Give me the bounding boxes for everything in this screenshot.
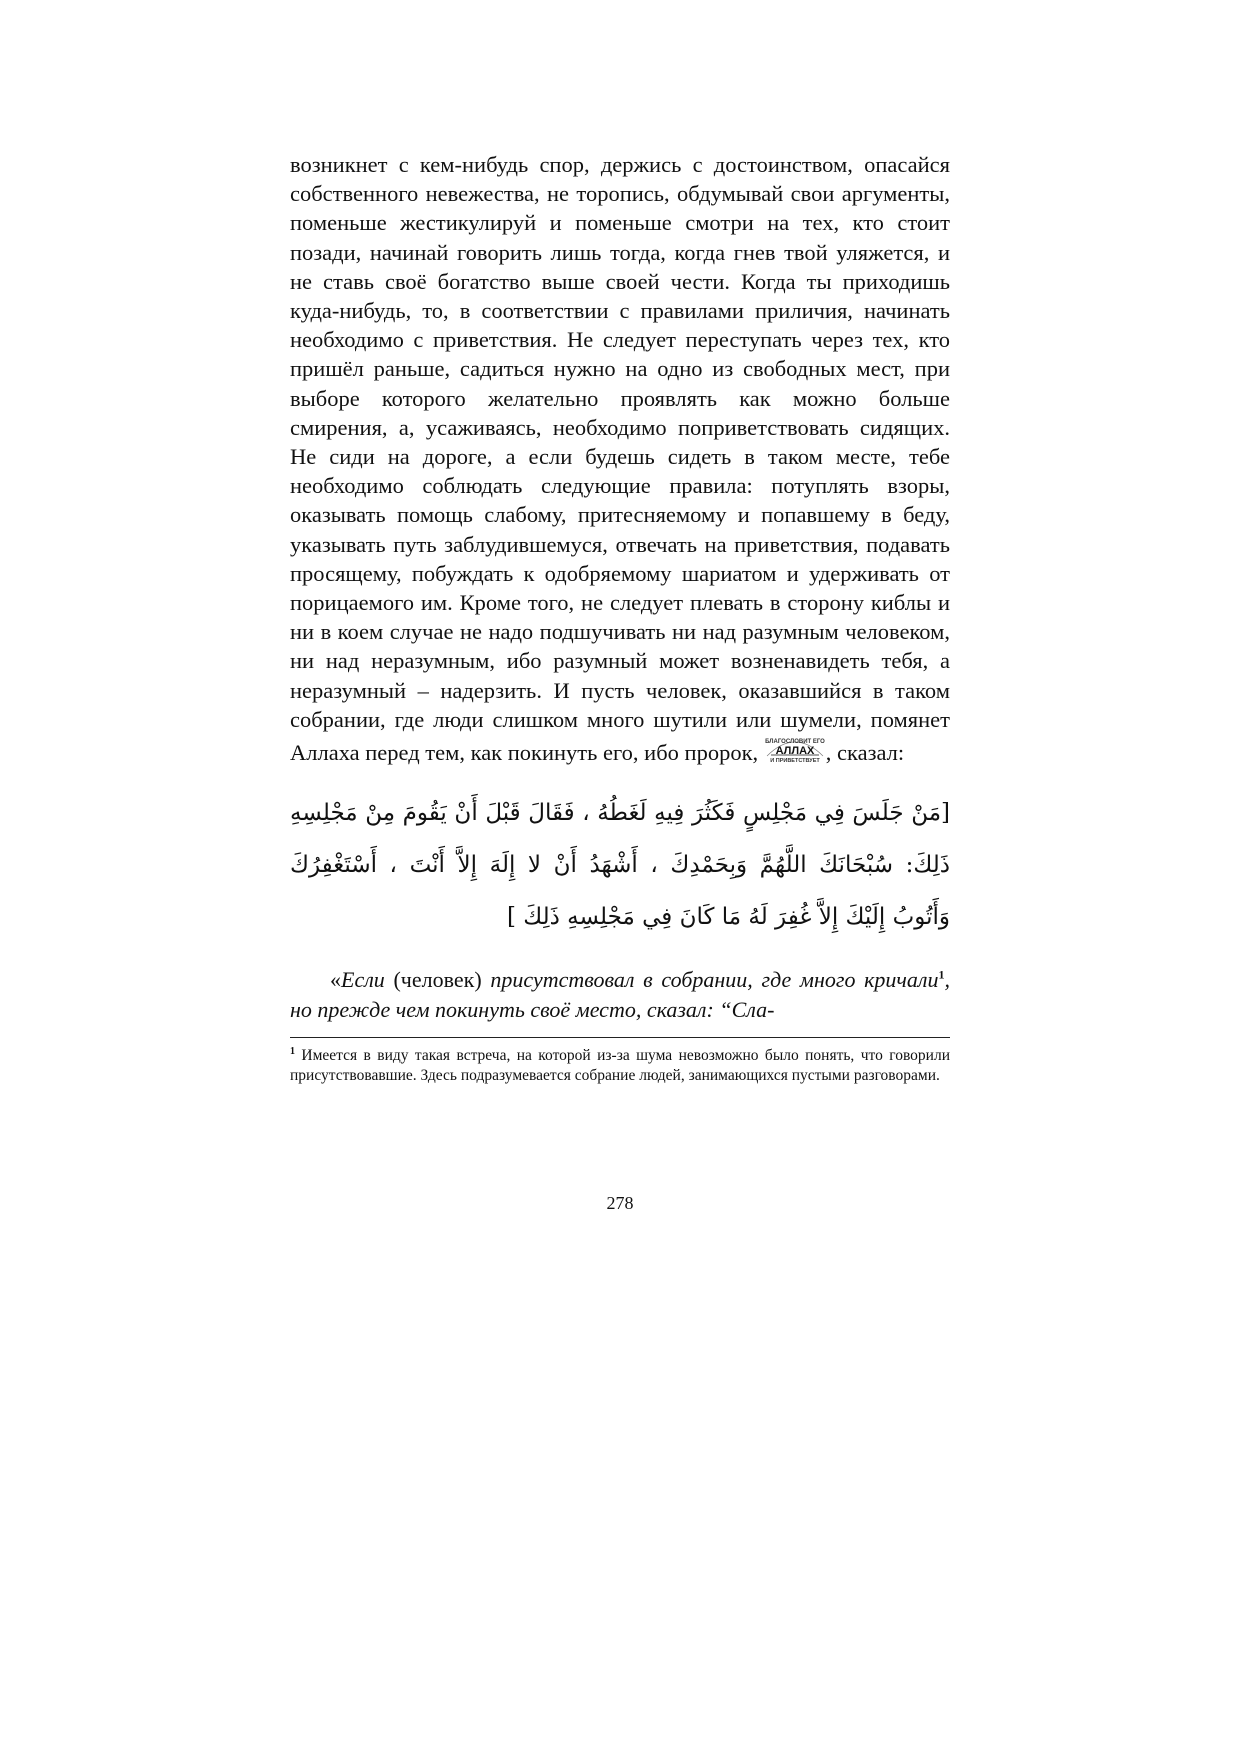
translation-plain: (человек) bbox=[384, 967, 491, 993]
footnote-text: Имеется в виду такая встреча, на которой из-за шума невозможно было понять, что говорили присутствовавшие. Здесь подразумевается собрание людей, занимающихся пустыми разговорами. bbox=[290, 1047, 950, 1085]
seal-top-text: БЛАГОСЛОВИТ ЕГО bbox=[764, 739, 825, 746]
footnote-mark: 1 bbox=[290, 1046, 295, 1058]
seal-bottom-text: И ПРИВЕТСТВУЕТ bbox=[770, 758, 820, 765]
footnote-reference: 1 bbox=[938, 967, 945, 982]
main-paragraph bbox=[290, 150, 950, 767]
page-content bbox=[290, 150, 950, 1086]
translation-italic-3: , но прежде чем покинуть своё место, сказал: “Сла- bbox=[290, 967, 950, 1023]
arabic-hadith: [مَنْ جَلَسَ فِي مَجْلِسٍ فَكَثُرَ فِيهِ لَغَطُهُ ، فَقَالَ قَبْلَ أَنْ يَقُومَ مِنْ مَجْلِسِهِ ذَلِكَ: سُبْحَانَكَ اللَّهُمَّ وَبِحَمْدِكَ ، أَشْهَدُ أَنْ لا إِلَهَ إِلاَّ أَنْتَ ، أَسْتَغْفِرُكَ وَأَتُوبُ إِلَيْكَ إِلاَّ غُفِرَ لَهُ مَا كَانَ فِي مَجْلِسِهِ ذَلِكَ ] bbox=[290, 800, 950, 931]
main-paragraph-end: , сказал: bbox=[825, 740, 905, 766]
footnote-divider bbox=[290, 1037, 950, 1038]
seal-middle-text: АЛЛАХ bbox=[775, 745, 815, 758]
page-number: 278 bbox=[606, 1193, 634, 1213]
blessing-seal-icon bbox=[764, 734, 826, 766]
translation-open-quote: « bbox=[330, 967, 341, 993]
footnote bbox=[290, 1046, 950, 1086]
translation-italic-2: присутствовал в собрании, где много кричали bbox=[490, 967, 939, 993]
hadith-translation bbox=[290, 965, 950, 1025]
translation-italic-1: Если bbox=[341, 967, 385, 993]
main-paragraph-text: возникнет с кем-нибудь спор, держись с достоинством, опасайся собственного невежества, не торопись, обдумывай свои аргументы, поменьше жестикулируй и поменьше смотри на тех, кто стоит позади, начинай говорить лишь тогда, когда гнев твой уляжется, и не ставь своё богатство выше своей чести. Когда ты приходишь куда-нибудь, то, в соответствии с правилами приличия, начинать необходимо с приветствия. Не следует переступать через тех, кто пришёл раньше, садиться нужно на одно из свободных мест, при выборе которого желательно проявлять как можно больше смирения, а, усаживаясь, необходимо поприветствовать сидящих. Не сиди на дороге, а если будешь сидеть в таком месте, тебе необходимо соблюдать следующие правила: потуплять взоры, оказывать помощь слабому, притесняемому и попавшему в беду, указывать путь заблудившемуся, отвечать на приветствия, подавать просящему, побуждать к одобряемому шариатом и удерживать от порицаемого им. Кроме того, не следует плевать в сторону киблы и ни в коем случае не надо подшучивать ни над разумным человеком, ни над неразумным, ибо разумный может возненавидеть тебя, а неразумный – надерзить. И пусть человек, оказавшийся в таком собрании, где люди слишком много шутили или шумели, помянет Аллаха перед тем, как покинуть его, ибо пророк, bbox=[290, 152, 950, 766]
